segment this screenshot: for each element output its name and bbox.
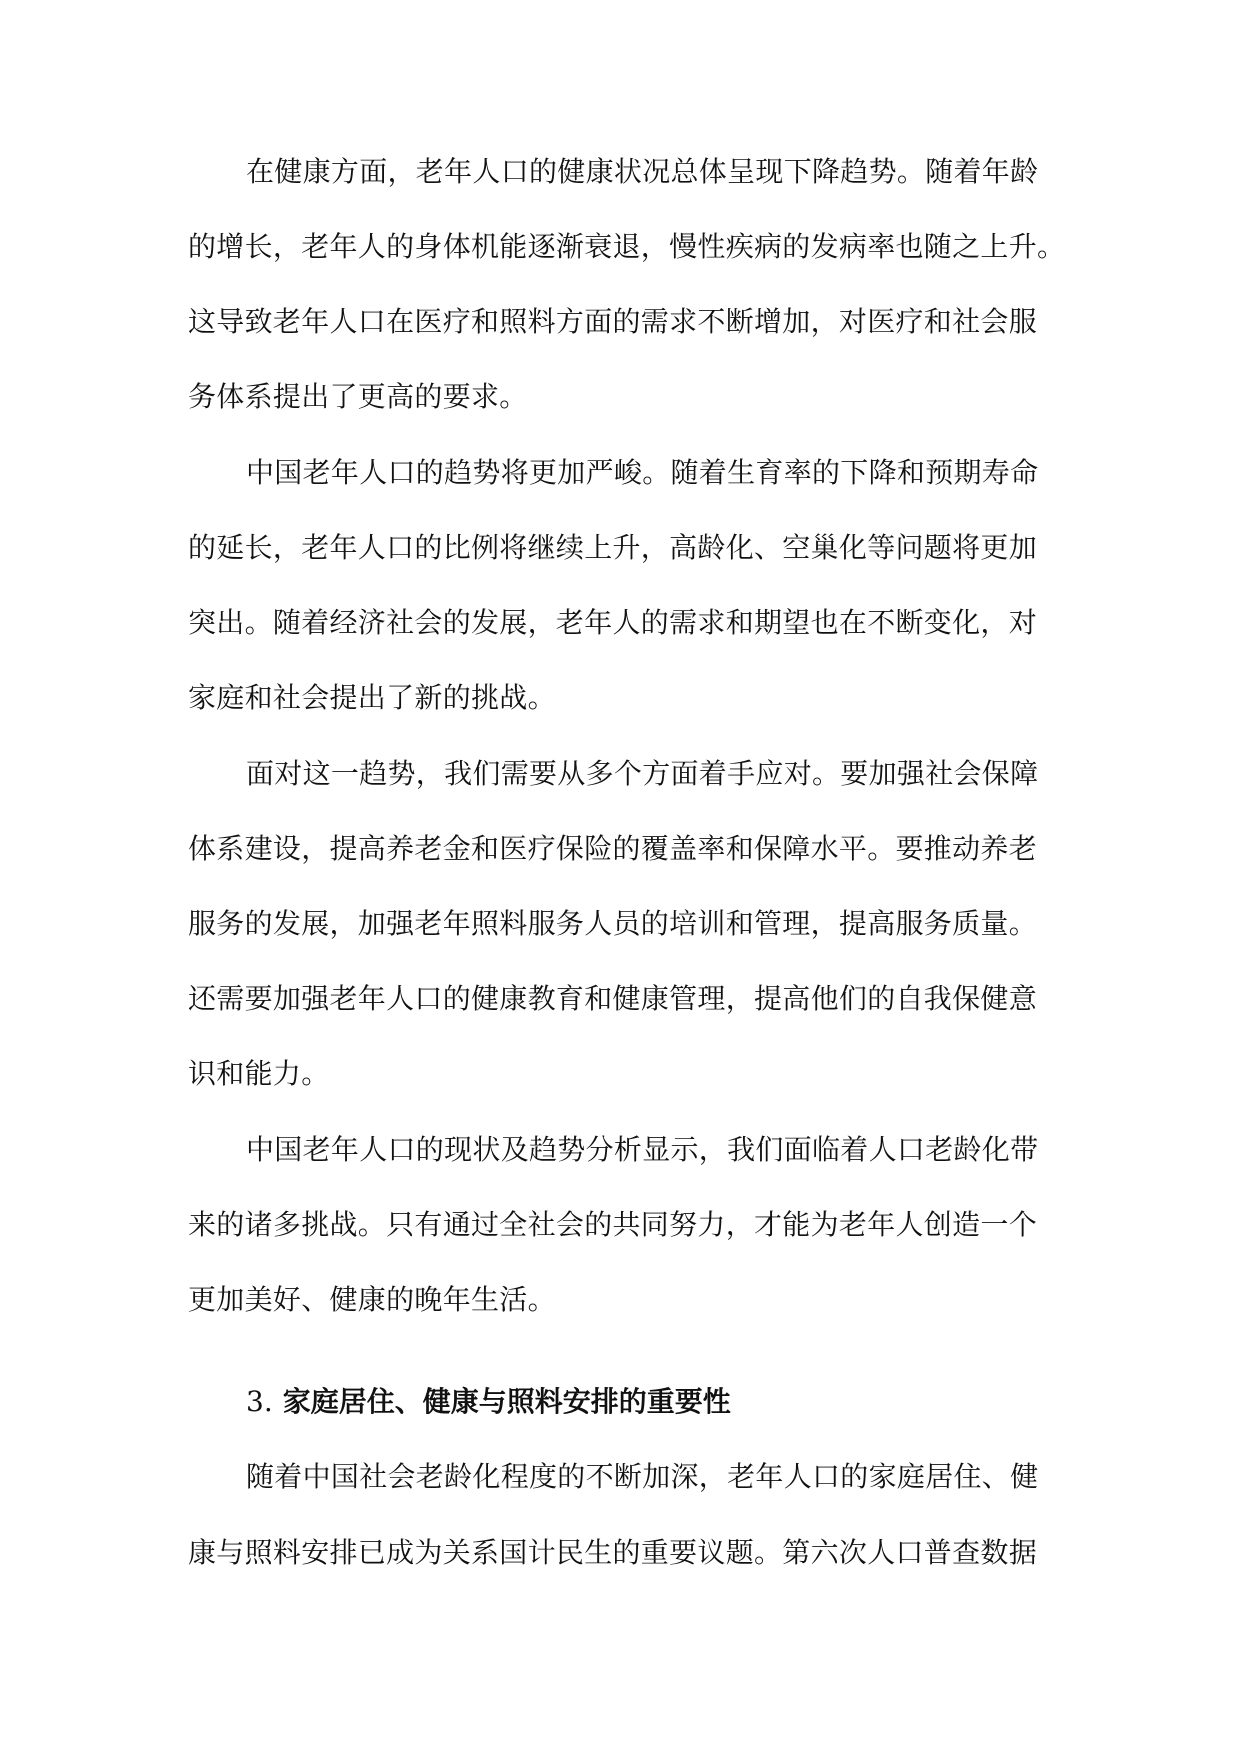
paragraph-2-line-3: 突出。随着经济社会的发展，老年人的需求和期望也在不断变化，对 (188, 606, 1038, 639)
paragraph-3-line-4: 还需要加强老年人口的健康教育和健康管理，提高他们的自我保健意 (188, 982, 1038, 1015)
paragraph-4-line-1: 中国老年人口的现状及趋势分析显示，我们面临着人口老龄化带 (246, 1133, 1039, 1166)
paragraph-1-line-4: 务体系提出了更高的要求。 (188, 380, 528, 413)
paragraph-2-line-2: 的延长，老年人口的比例将继续上升，高龄化、空巢化等问题将更加 (188, 531, 1038, 564)
paragraph-2-line-1: 中国老年人口的趋势将更加严峻。随着生育率的下降和预期寿命 (246, 456, 1039, 489)
paragraph-3-line-3: 服务的发展，加强老年照料服务人员的培训和管理，提高服务质量。 (188, 907, 1038, 940)
paragraph-1-line-1: 在健康方面，老年人口的健康状况总体呈现下降趋势。随着年龄 (246, 155, 1039, 188)
paragraph-4-line-2: 来的诸多挑战。只有通过全社会的共同努力，才能为老年人创造一个 (188, 1208, 1038, 1241)
section-paragraph-line-2: 康与照料安排已成为关系国计民生的重要议题。第六次人口普查数据 (188, 1536, 1038, 1569)
section-paragraph-line-1: 随着中国社会老龄化程度的不断加深，老年人口的家庭居住、健 (246, 1460, 1039, 1493)
paragraph-1-line-2: 的增长，老年人的身体机能逐渐衰退，慢性疾病的发病率也随之上升。 (188, 230, 1066, 263)
section-title: 家庭居住、健康与照料安排的重要性 (282, 1385, 731, 1418)
paragraph-4-line-3: 更加美好、健康的晚年生活。 (188, 1283, 556, 1316)
section-number: 3. (246, 1385, 273, 1418)
paragraph-2-line-4: 家庭和社会提出了新的挑战。 (188, 681, 556, 714)
paragraph-3-line-5: 识和能力。 (188, 1057, 330, 1090)
section-heading (246, 1384, 731, 1420)
paragraph-1-line-3: 这导致老年人口在医疗和照料方面的需求不断增加，对医疗和社会服 (188, 305, 1038, 338)
paragraph-3-line-2: 体系建设，提高养老金和医疗保险的覆盖率和保障水平。要推动养老 (188, 832, 1038, 865)
paragraph-3-line-1: 面对这一趋势，我们需要从多个方面着手应对。要加强社会保障 (246, 757, 1039, 790)
